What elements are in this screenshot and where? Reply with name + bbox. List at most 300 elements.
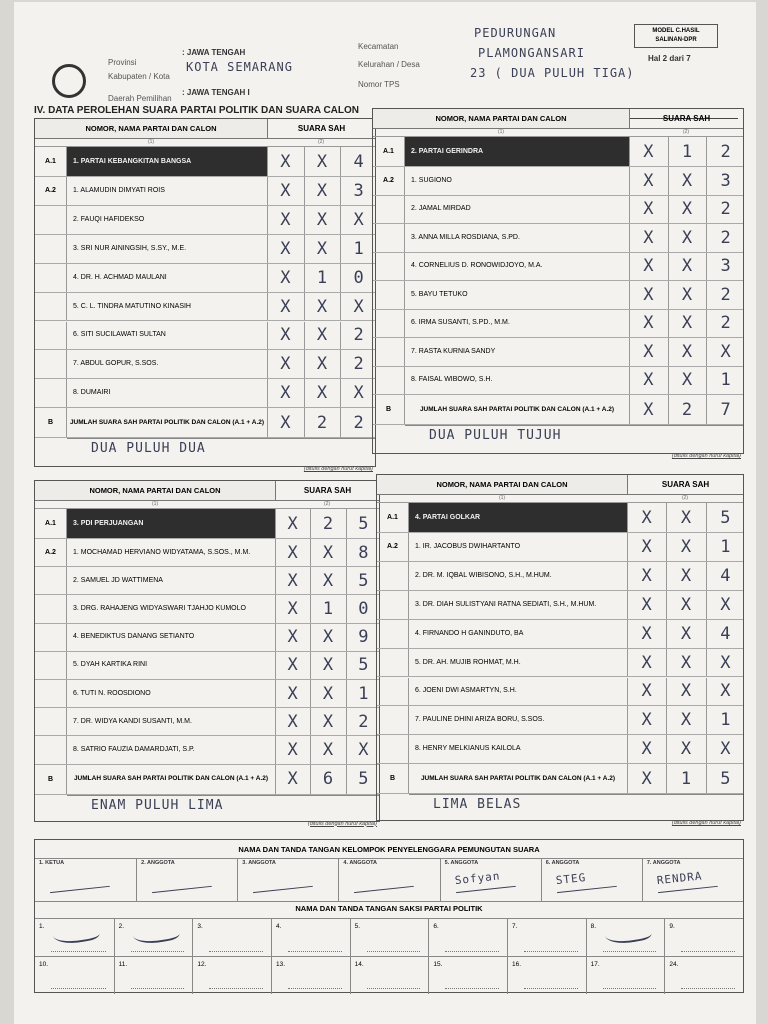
signature-line bbox=[524, 951, 578, 952]
candidate-name: 2. SAMUEL JD WATTIMENA bbox=[73, 576, 163, 584]
vote-digit: 2 bbox=[706, 310, 745, 338]
saksi-number: 1. bbox=[39, 923, 45, 930]
row-code bbox=[35, 293, 67, 321]
signature-line bbox=[367, 988, 421, 989]
candidate-name: 3. DRG. RAHAJENG WIDYASWARI TJAHJO KUMOLO bbox=[73, 604, 246, 612]
party-row bbox=[377, 503, 743, 533]
total-row bbox=[373, 395, 743, 425]
saksi-signature-cell bbox=[428, 919, 507, 957]
signature-panel bbox=[34, 839, 744, 993]
signer-role: 6. ANGGOTA bbox=[545, 860, 580, 866]
candidate-row bbox=[35, 206, 375, 235]
kpps-signature-cell bbox=[338, 859, 439, 901]
saksi-signature-row bbox=[35, 956, 743, 994]
vote-digit: 3 bbox=[706, 167, 745, 195]
vote-digit: X bbox=[668, 167, 707, 195]
vote-digit: 2 bbox=[668, 395, 707, 424]
party-row bbox=[35, 509, 379, 539]
row-code bbox=[35, 736, 67, 763]
total-in-words: LIMA BELAS bbox=[433, 797, 522, 813]
vote-digit: 3 bbox=[340, 177, 377, 205]
dapil-label: Daerah Pemilihan bbox=[108, 94, 172, 103]
model-line-1: MODEL C.HASIL bbox=[652, 28, 700, 34]
signature-line bbox=[288, 951, 342, 952]
candidate-name: 3. DR. DIAH SULISTYANI RATNA SEDIATI, S.H., M.HUM. bbox=[415, 600, 597, 608]
total-in-words: DUA PULUH TUJUH bbox=[429, 428, 562, 443]
vote-digit: 2 bbox=[340, 350, 377, 378]
kpps-signature-cell bbox=[35, 859, 136, 901]
total-row bbox=[377, 764, 743, 794]
vote-digit: 4 bbox=[706, 562, 745, 590]
vote-digit: 2 bbox=[340, 408, 377, 437]
candidate-name: 1. MOCHAMAD HERVIANO WIDYATAMA, S.SOS., M.M. bbox=[73, 548, 251, 556]
party-panel bbox=[376, 474, 744, 827]
saksi-number: 9. bbox=[669, 923, 675, 930]
vote-digit: X bbox=[706, 649, 745, 677]
vote-digit: 6 bbox=[310, 765, 345, 794]
signer-role: 5. ANGGOTA bbox=[444, 860, 479, 866]
column-number-2: (2) bbox=[267, 139, 375, 147]
vote-digit: X bbox=[627, 533, 666, 561]
signature-mark-icon bbox=[603, 921, 651, 947]
vote-digit: X bbox=[627, 678, 666, 706]
vote-digit: X bbox=[267, 177, 304, 205]
column-header-name: NOMOR, NAMA PARTAI DAN CALON bbox=[35, 119, 267, 139]
signature-line bbox=[681, 988, 735, 989]
saksi-signature-cell bbox=[664, 919, 743, 957]
vote-digit: 5 bbox=[346, 509, 381, 538]
row-code bbox=[377, 649, 409, 677]
vote-digit: 5 bbox=[346, 567, 381, 594]
saksi-number: 24. bbox=[669, 961, 679, 968]
signature-mark-icon bbox=[150, 868, 212, 893]
candidate-row bbox=[377, 735, 743, 764]
saksi-number: 13. bbox=[276, 961, 286, 968]
vote-digit: 3 bbox=[706, 253, 745, 281]
candidate-row bbox=[373, 167, 743, 196]
tps-label: Nomor TPS bbox=[358, 80, 400, 89]
vote-digit: X bbox=[668, 310, 707, 338]
row-code: A.2 bbox=[35, 177, 67, 205]
vote-digit: X bbox=[267, 235, 304, 263]
tps-value: 23 ( DUA PULUH TIGA) bbox=[470, 66, 635, 80]
candidate-name: 5. DR. AH. MUJIB ROHMAT, M.H. bbox=[415, 658, 521, 666]
column-number-2: (2) bbox=[627, 495, 743, 503]
vote-digit: 2 bbox=[706, 281, 745, 309]
kpps-signature-cell bbox=[541, 859, 642, 901]
signature-mark-icon: RENDRA bbox=[656, 868, 718, 893]
column-number-1: (1) bbox=[35, 501, 275, 509]
signature-line bbox=[524, 988, 578, 989]
signature-mark-icon: STEG bbox=[555, 868, 617, 893]
vote-digit: X bbox=[706, 591, 745, 619]
saksi-number: 7. bbox=[512, 923, 518, 930]
signer-role: 3. ANGGOTA bbox=[242, 860, 276, 866]
words-note: (ditulis dengan huruf kapital) bbox=[307, 820, 377, 827]
signature-mark-icon bbox=[48, 868, 110, 893]
column-header-votes: SUARA SAH bbox=[275, 481, 379, 501]
saksi-signature-row bbox=[35, 918, 743, 957]
candidate-row bbox=[373, 224, 743, 253]
row-code bbox=[35, 206, 67, 234]
saksi-number: 8. bbox=[590, 923, 597, 930]
candidate-row bbox=[35, 708, 379, 736]
column-header-votes: SUARA SAH bbox=[267, 119, 375, 139]
vote-digit: X bbox=[666, 735, 705, 763]
vote-digit: X bbox=[275, 509, 310, 538]
dapil-value: : JAWA TENGAH I bbox=[182, 88, 250, 97]
kpps-signature-row bbox=[35, 858, 743, 902]
vote-digit: 1 bbox=[310, 595, 345, 622]
row-code bbox=[35, 624, 67, 651]
candidate-row bbox=[377, 562, 743, 591]
vote-digit: X bbox=[629, 137, 668, 166]
vote-digit: X bbox=[629, 395, 668, 424]
vote-digit: X bbox=[668, 224, 707, 252]
candidate-name: 1. SUGIONO bbox=[411, 176, 452, 184]
kabupaten-label: Kabupaten / Kota bbox=[108, 72, 170, 81]
vote-digit: X bbox=[275, 708, 310, 735]
candidate-row bbox=[377, 591, 743, 620]
row-code bbox=[373, 281, 405, 309]
total-row bbox=[35, 765, 379, 795]
column-number-1: (1) bbox=[377, 495, 627, 503]
row-code bbox=[35, 350, 67, 378]
party-panel bbox=[34, 118, 376, 473]
total-in-words: DUA PULUH DUA bbox=[91, 441, 206, 457]
candidate-name: 3. ANNA MILLA ROSDIANA, S.PD. bbox=[411, 233, 520, 241]
vote-digit: X bbox=[275, 736, 310, 763]
party-name: 1. PARTAI KEBANGKITAN BANGSA bbox=[67, 147, 267, 176]
candidate-row bbox=[377, 533, 743, 562]
candidate-name: 2. FAUQI HAFIDEKSO bbox=[73, 215, 145, 223]
vote-digit: X bbox=[627, 706, 666, 734]
column-header-name: NOMOR, NAMA PARTAI DAN CALON bbox=[377, 475, 627, 495]
vote-digit: X bbox=[706, 678, 745, 706]
candidate-name: 4. FIRNANDO H GANINDUTO, BA bbox=[415, 629, 524, 637]
candidate-row bbox=[377, 706, 743, 735]
vote-digit: X bbox=[666, 706, 705, 734]
row-code bbox=[377, 591, 409, 619]
vote-digit: X bbox=[275, 680, 310, 707]
column-header-votes: SUARA SAH bbox=[627, 475, 743, 495]
row-code bbox=[377, 735, 409, 763]
candidate-name: 4. DR. H. ACHMAD MAULANI bbox=[73, 273, 167, 281]
vote-digit: X bbox=[629, 310, 668, 338]
signature-mark-icon bbox=[353, 868, 415, 893]
vote-digit: X bbox=[267, 293, 304, 321]
vote-digit: 2 bbox=[706, 196, 745, 224]
vote-digit: X bbox=[304, 322, 341, 350]
vote-digit: 1 bbox=[706, 533, 745, 561]
form-page bbox=[14, 2, 756, 1024]
vote-digit: 2 bbox=[706, 224, 745, 252]
signature-line bbox=[603, 988, 657, 989]
candidate-name: 8. DUMAIRI bbox=[73, 389, 111, 397]
total-label: JUMLAH SUARA SAH PARTAI POLITIK DAN CALON (A.1 + A.2) bbox=[419, 405, 615, 413]
kecamatan-label: Kecamatan bbox=[358, 42, 399, 51]
column-number-1: (1) bbox=[373, 129, 629, 137]
saksi-signature-cell bbox=[586, 919, 665, 957]
candidate-row bbox=[35, 264, 375, 293]
column-header-votes: SUARA SAH bbox=[629, 109, 743, 129]
vote-digit: X bbox=[267, 350, 304, 378]
column-number-1: (1) bbox=[35, 139, 267, 147]
vote-digit: X bbox=[666, 562, 705, 590]
page-number: Hal 2 dari 7 bbox=[648, 54, 691, 63]
vote-digit: X bbox=[310, 567, 345, 594]
signature-line bbox=[131, 951, 185, 952]
words-note: (ditulis dengan huruf kapital) bbox=[671, 820, 741, 827]
row-code bbox=[373, 367, 405, 395]
candidate-row bbox=[35, 177, 375, 206]
candidate-name: 7. PAULINE DHINI ARIZA BORU, S.SOS. bbox=[415, 716, 545, 724]
vote-digit: X bbox=[627, 620, 666, 648]
vote-digit: X bbox=[627, 591, 666, 619]
candidate-row bbox=[35, 322, 375, 351]
vote-digit: 4 bbox=[340, 147, 377, 176]
saksi-signature-cell bbox=[192, 919, 271, 957]
row-code: A.1 bbox=[35, 509, 67, 538]
signature-line bbox=[367, 951, 421, 952]
vote-digit: X bbox=[275, 595, 310, 622]
candidate-name: 6. TUTI N. ROOSDIONO bbox=[73, 689, 151, 697]
row-code bbox=[377, 678, 409, 706]
vote-digit: X bbox=[706, 735, 745, 763]
vote-digit: X bbox=[304, 293, 341, 321]
signer-role: 2. ANGGOTA bbox=[141, 860, 175, 866]
saksi-number: 14. bbox=[354, 961, 364, 968]
vote-digit: X bbox=[666, 503, 705, 532]
total-label: JUMLAH SUARA SAH PARTAI POLITIK DAN CALON (A.1 + A.2) bbox=[73, 775, 269, 783]
candidate-name: 1. ALAMUDIN DIMYATI ROIS bbox=[73, 186, 165, 194]
vote-digit: X bbox=[310, 680, 345, 707]
row-code bbox=[373, 310, 405, 338]
candidate-name: 8. HENRY MELKIANUS KAILOLA bbox=[415, 745, 521, 753]
vote-digit: X bbox=[668, 196, 707, 224]
candidate-row bbox=[35, 567, 379, 595]
row-code bbox=[35, 235, 67, 263]
signer-role: 7. ANGGOTA bbox=[646, 860, 681, 866]
candidate-row bbox=[373, 310, 743, 339]
vote-digit: X bbox=[304, 147, 341, 176]
vote-digit: X bbox=[275, 765, 310, 794]
model-line-2: SALINAN-DPR bbox=[655, 37, 697, 43]
total-label: JUMLAH SUARA SAH PARTAI POLITIK DAN CALON (A.1 + A.2) bbox=[420, 774, 616, 782]
words-row bbox=[405, 425, 743, 459]
party-name: 4. PARTAI GOLKAR bbox=[409, 503, 627, 532]
vote-digit: X bbox=[267, 408, 304, 437]
saksi-signature-cell bbox=[35, 957, 114, 994]
vote-digit: X bbox=[267, 147, 304, 176]
signature-line bbox=[445, 988, 499, 989]
candidate-row bbox=[35, 293, 375, 322]
row-code bbox=[35, 264, 67, 292]
words-row bbox=[409, 794, 743, 827]
vote-digit: 5 bbox=[706, 503, 745, 532]
vote-digit: 1 bbox=[666, 764, 705, 793]
row-code: A.1 bbox=[35, 147, 67, 176]
vote-digit: X bbox=[310, 624, 345, 651]
row-code bbox=[35, 322, 67, 350]
vote-digit: X bbox=[275, 567, 310, 594]
vote-digit: 1 bbox=[706, 706, 745, 734]
row-code bbox=[35, 595, 67, 622]
vote-digit: X bbox=[267, 206, 304, 234]
kpps-signature-cell bbox=[642, 859, 743, 901]
kecamatan-value: PEDURUNGAN bbox=[474, 26, 557, 40]
vote-digit: 5 bbox=[346, 652, 381, 679]
party-panel bbox=[34, 480, 380, 827]
model-box bbox=[634, 24, 718, 48]
row-code bbox=[35, 567, 67, 594]
candidate-row bbox=[35, 652, 379, 680]
signature-line bbox=[51, 988, 106, 989]
signature-line bbox=[681, 951, 735, 952]
saksi-signature-cell bbox=[507, 919, 586, 957]
vote-digit: X bbox=[627, 764, 666, 793]
candidate-name: 8. FAISAL WIBOWO, S.H. bbox=[411, 376, 493, 384]
vote-digit: X bbox=[310, 539, 345, 566]
vote-digit: X bbox=[310, 652, 345, 679]
row-code: A.2 bbox=[377, 533, 409, 561]
row-code bbox=[377, 706, 409, 734]
vote-digit: X bbox=[668, 367, 707, 395]
provinsi-label: Provinsi bbox=[108, 58, 137, 67]
saksi-signature-cell bbox=[192, 957, 271, 994]
candidate-row bbox=[35, 595, 379, 623]
vote-digit: 2 bbox=[340, 322, 377, 350]
kpps-signature-cell bbox=[237, 859, 338, 901]
vote-digit: X bbox=[267, 264, 304, 292]
candidate-name: 3. SRI NUR AININGSIH, S.SY., M.E. bbox=[73, 244, 187, 252]
vote-digit: X bbox=[666, 678, 705, 706]
saksi-signature-cell bbox=[271, 957, 350, 994]
vote-digit: X bbox=[304, 206, 341, 234]
row-code bbox=[35, 652, 67, 679]
vote-digit: X bbox=[668, 281, 707, 309]
row-code: A.1 bbox=[373, 137, 405, 166]
vote-digit: X bbox=[340, 293, 377, 321]
column-header-name: NOMOR, NAMA PARTAI DAN CALON bbox=[373, 109, 629, 129]
vote-digit: X bbox=[340, 379, 377, 407]
kelurahan-label: Kelurahan / Desa bbox=[358, 60, 420, 69]
candidate-name: 7. ABDUL GOPUR, S.SOS. bbox=[73, 360, 159, 368]
words-note: (ditulis dengan huruf kapital) bbox=[671, 453, 741, 459]
candidate-name: 5. BAYU TETUKO bbox=[411, 290, 468, 298]
saksi-number: 5. bbox=[354, 923, 361, 930]
vote-digit: 0 bbox=[340, 264, 377, 292]
candidate-name: 7. RASTA KURNIA SANDY bbox=[411, 347, 496, 355]
vote-digit: 2 bbox=[346, 708, 381, 735]
total-in-words: ENAM PULUH LIMA bbox=[91, 797, 224, 813]
row-code: B bbox=[373, 395, 405, 424]
vote-digit: 0 bbox=[346, 595, 381, 622]
candidate-row bbox=[373, 281, 743, 310]
row-code: B bbox=[377, 764, 409, 793]
candidate-name: 2. JAMAL MIRDAD bbox=[411, 205, 471, 213]
vote-digit: X bbox=[267, 322, 304, 350]
vote-digit: X bbox=[629, 224, 668, 252]
candidate-row bbox=[373, 196, 743, 225]
candidate-row bbox=[377, 620, 743, 649]
vote-digit: 9 bbox=[346, 624, 381, 651]
vote-digit: 5 bbox=[706, 764, 745, 793]
vote-digit: X bbox=[627, 503, 666, 532]
words-row bbox=[67, 438, 375, 473]
signature-mark-icon bbox=[52, 921, 100, 947]
provinsi-value: : JAWA TENGAH bbox=[182, 48, 246, 57]
vote-digit: X bbox=[666, 533, 705, 561]
vote-digit: X bbox=[629, 338, 668, 366]
vote-digit: 4 bbox=[706, 620, 745, 648]
candidate-name: 1. IR. JACOBUS DWIHARTANTO bbox=[415, 542, 521, 550]
row-code: A.2 bbox=[35, 539, 67, 566]
vote-digit: 2 bbox=[706, 137, 745, 166]
column-header-name: NOMOR, NAMA PARTAI DAN CALON bbox=[35, 481, 275, 501]
vote-digit: X bbox=[629, 196, 668, 224]
candidate-name: 4. CORNELIUS D. RONOWIDJOYO, M.A. bbox=[411, 262, 543, 270]
column-number-2: (2) bbox=[275, 501, 379, 509]
signature-line bbox=[288, 988, 342, 989]
row-code bbox=[35, 379, 67, 407]
candidate-name: 5. DYAH KARTIKA RINI bbox=[73, 661, 148, 669]
row-code: A.1 bbox=[377, 503, 409, 532]
candidate-name: 7. DR. WIDYA KANDI SUSANTI, M.M. bbox=[73, 717, 192, 725]
words-note: (ditulis dengan huruf kapital) bbox=[303, 466, 373, 473]
vote-digit: X bbox=[666, 649, 705, 677]
candidate-row bbox=[35, 680, 379, 708]
kpps-signature-cell bbox=[440, 859, 541, 901]
vote-digit: 7 bbox=[706, 395, 745, 424]
signature-line bbox=[603, 951, 657, 952]
saksi-number: 16. bbox=[512, 961, 522, 968]
signature-mark-icon bbox=[131, 921, 179, 947]
vote-digit: X bbox=[275, 652, 310, 679]
vote-digit: X bbox=[275, 624, 310, 651]
candidate-name: 8. SATRIO FAUZIA DAMARDJATI, S.P. bbox=[73, 745, 195, 753]
kpps-title: NAMA DAN TANDA TANGAN KELOMPOK PENYELENGGARA PEMUNGUTAN SUARA bbox=[238, 845, 540, 854]
saksi-signature-cell bbox=[664, 957, 743, 994]
vote-digit: X bbox=[275, 539, 310, 566]
signature-line bbox=[209, 951, 263, 952]
signature-line bbox=[445, 951, 499, 952]
vote-digit: X bbox=[304, 379, 341, 407]
vote-digit: X bbox=[668, 338, 707, 366]
saksi-signature-cell bbox=[271, 919, 350, 957]
column-number-2: (2) bbox=[629, 129, 743, 137]
vote-digit: 1 bbox=[706, 367, 745, 395]
signature-mark-icon: Sofyan bbox=[454, 868, 516, 893]
kelurahan-value: PLAMONGANSARI bbox=[478, 46, 585, 60]
candidate-name: 6. IRMA SUSANTI, S.PD., M.M. bbox=[411, 319, 510, 327]
saksi-signature-cell bbox=[586, 957, 665, 994]
row-code: A.2 bbox=[373, 167, 405, 195]
candidate-name: 5. C. L. TINDRA MATUTINO KINASIH bbox=[73, 302, 191, 310]
vote-digit: X bbox=[304, 350, 341, 378]
vote-digit: X bbox=[666, 591, 705, 619]
candidate-row bbox=[35, 235, 375, 264]
signature-line bbox=[131, 988, 185, 989]
saksi-number: 11. bbox=[118, 961, 128, 968]
section-title: IV. DATA PEROLEHAN SUARA PARTAI POLITIK DAN SUARA CALON bbox=[34, 105, 360, 116]
saksi-signature-cell bbox=[428, 957, 507, 994]
vote-digit: X bbox=[627, 562, 666, 590]
vote-digit: X bbox=[666, 620, 705, 648]
saksi-number: 6. bbox=[433, 923, 439, 930]
saksi-title: NAMA DAN TANDA TANGAN SAKSI PARTAI POLITIK bbox=[295, 904, 483, 913]
candidate-row bbox=[35, 539, 379, 567]
